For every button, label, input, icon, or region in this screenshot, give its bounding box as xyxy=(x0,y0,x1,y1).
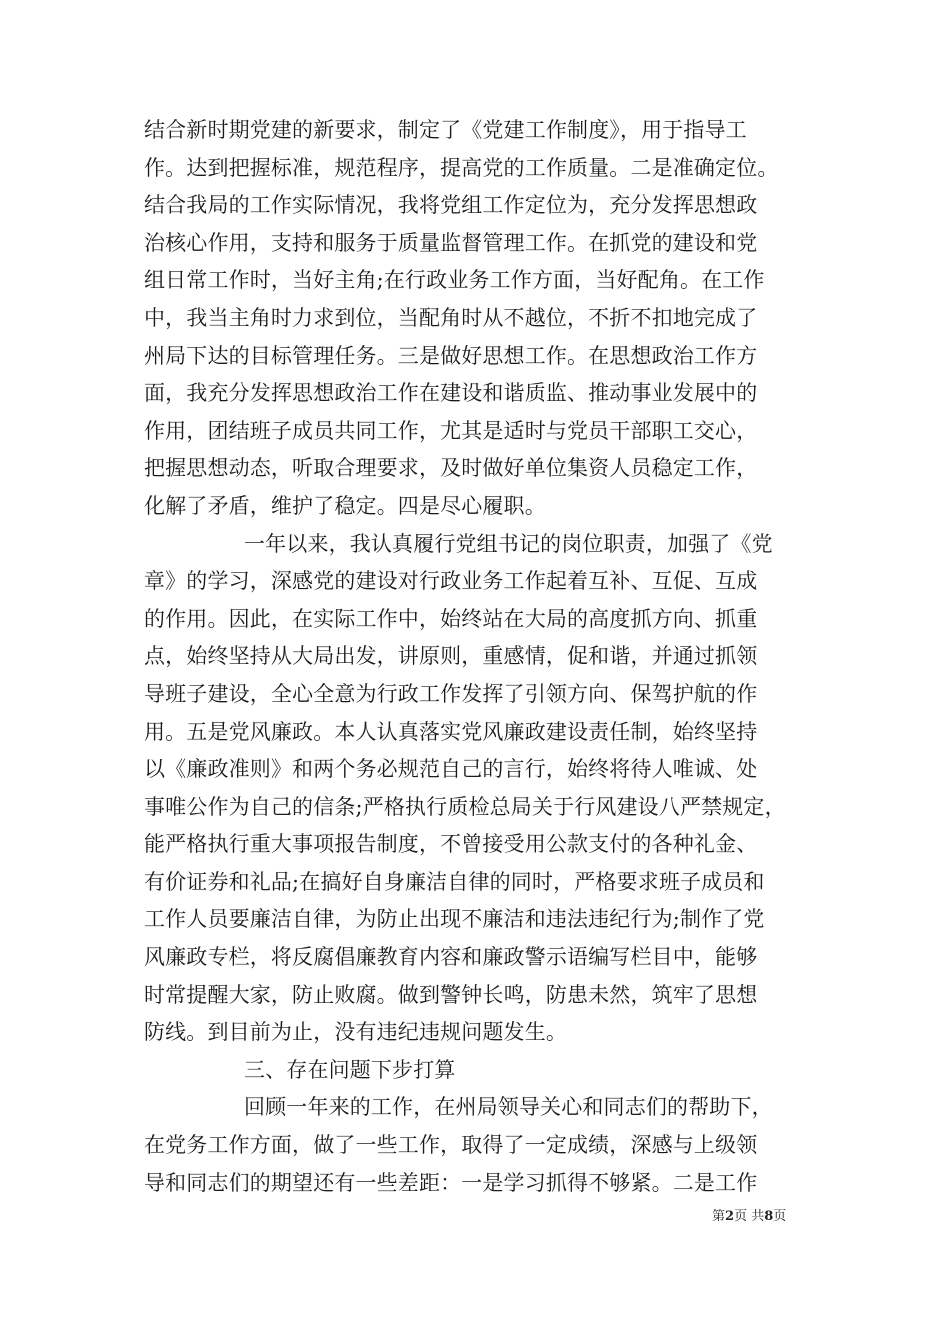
text-line: 州局下达的目标管理任务。三是做好思想工作。在思想政治工作方 xyxy=(144,343,758,368)
text-line: 导班子建设，全心全意为行政工作发挥了引领方向、保驾护航的作 xyxy=(144,681,758,706)
text-line: 点，始终坚持从大局出发，讲原则，重感情，促和谐，并通过抓领 xyxy=(144,644,758,669)
text-line: 作用，团结班子成员共同工作，尤其是适时与党员干部职工交心， xyxy=(144,418,758,443)
footer-suffix: 页 xyxy=(773,1209,787,1224)
text-line: 风廉政专栏，将反腐倡廉教育内容和廉政警示语编写栏目中，能够 xyxy=(144,945,758,970)
text-line: 结合我局的工作实际情况，我将党组工作定位为，充分发挥思想政 xyxy=(144,193,758,218)
text-line: 把握思想动态，听取合理要求，及时做好单位集资人员稳定工作， xyxy=(144,456,758,481)
text-line: 事唯公作为自己的信条;严格执行质检总局关于行风建设八严禁规定， xyxy=(144,794,786,819)
text-line: 以《廉政准则》和两个务必规范自己的言行，始终将待人唯诚、处 xyxy=(144,757,758,782)
section-heading: 三、存在问题下步打算 xyxy=(244,1057,456,1082)
text-line: 在党务工作方面，做了一些工作，取得了一定成绩，深感与上级领 xyxy=(144,1133,758,1158)
text-line: 工作人员要廉洁自律，为防止出现不廉洁和违法违纪行为;制作了党 xyxy=(144,907,765,932)
text-line: 防线。到目前为止，没有违纪违规问题发生。 xyxy=(144,1020,567,1045)
text-line: 能严格执行重大事项报告制度，不曾接受用公款支付的各种礼金、 xyxy=(144,832,758,857)
text-line: 有价证券和礼品;在搞好自身廉洁自律的同时，严格要求班子成员和 xyxy=(144,869,765,894)
text-line: 结合新时期党建的新要求，制定了《党建工作制度》，用于指导工 xyxy=(144,118,747,142)
footer-prefix: 第 xyxy=(712,1209,726,1224)
current-page-number: 2 xyxy=(725,1209,735,1224)
text-line: 作。达到把握标准，规范程序，提高党的工作质量。二是准确定位。 xyxy=(144,155,779,180)
text-line: 导和同志们的期望还有一些差距：一是学习抓得不够紧。二是工作 xyxy=(144,1170,758,1195)
text-line: 治核心作用，支持和服务于质量监督管理工作。在抓党的建设和党 xyxy=(144,230,758,255)
text-line: 化解了矛盾，维护了稳定。四是尽心履职。 xyxy=(144,493,546,518)
page-footer xyxy=(712,1208,786,1226)
footer-middle: 页 共 xyxy=(734,1209,765,1224)
paragraph-start-line: 一年以来，我认真履行党组书记的岗位职责，加强了《党 xyxy=(244,531,773,556)
total-page-count: 8 xyxy=(764,1209,774,1224)
document-body xyxy=(144,112,824,1202)
text-line: 用。五是党风廉政。本人认真落实党风廉政建设责任制，始终坚持 xyxy=(144,719,758,744)
text-line: 章》的学习，深感党的建设对行政业务工作起着互补、互促、互成 xyxy=(144,569,758,594)
text-line: 组日常工作时，当好主角;在行政业务工作方面，当好配角。在工作 xyxy=(144,268,765,293)
text-line: 中，我当主角时力求到位，当配角时从不越位，不折不扣地完成了 xyxy=(144,305,758,330)
text-line: 时常提醒大家，防止败腐。做到警钟长鸣，防患未然，筑牢了思想 xyxy=(144,982,758,1007)
paragraph-start-line: 回顾一年来的工作，在州局领导关心和同志们的帮助下， xyxy=(244,1095,773,1120)
text-line: 面，我充分发挥思想政治工作在建设和谐质监、推动事业发展中的 xyxy=(144,381,758,406)
text-line: 的作用。因此，在实际工作中，始终站在大局的高度抓方向、抓重 xyxy=(144,606,758,631)
